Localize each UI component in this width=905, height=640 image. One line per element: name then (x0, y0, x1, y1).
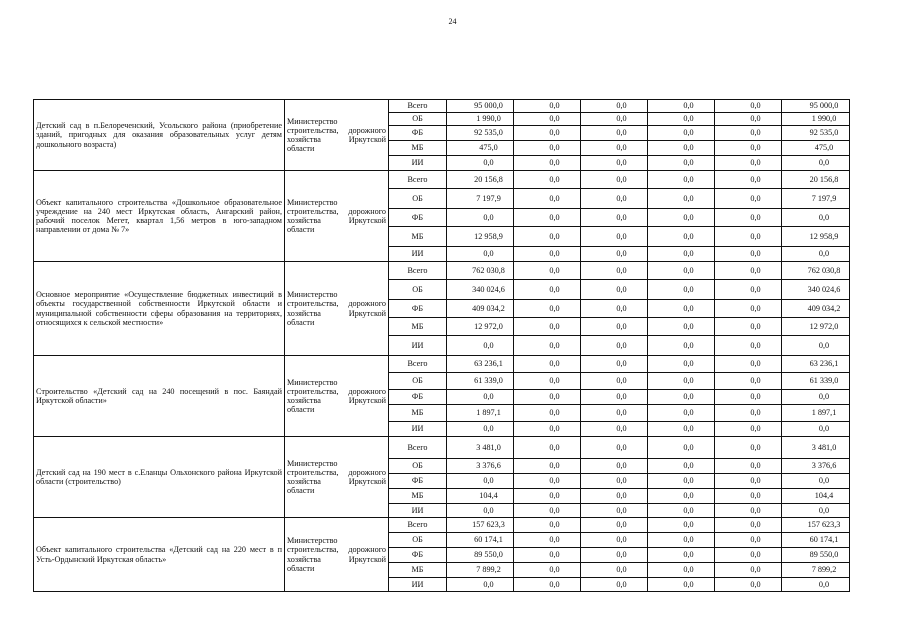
amount-cell: 0,0 (514, 390, 581, 405)
amount-cell: 0,0 (648, 100, 715, 113)
amount-cell: 0,0 (715, 533, 782, 548)
amount-cell: 0,0 (648, 405, 715, 422)
amount-cell: 0,0 (715, 548, 782, 563)
amount-cell: 0,0 (648, 336, 715, 356)
table-row (34, 356, 850, 373)
amount-cell: 61 339,0 (447, 373, 514, 390)
amount-cell: 0,0 (514, 474, 581, 489)
funding-source-cell: ОБ (389, 189, 447, 209)
amount-cell: 0,0 (715, 189, 782, 209)
funding-source-cell: ФБ (389, 548, 447, 563)
amount-cell: 0,0 (715, 356, 782, 373)
amount-cell: 0,0 (648, 280, 715, 300)
amount-cell: 0,0 (715, 318, 782, 336)
amount-cell: 0,0 (514, 113, 581, 126)
total-value-cell: 475,0 (782, 141, 850, 156)
amount-cell: 0,0 (715, 156, 782, 171)
table-body (34, 100, 850, 592)
amount-cell: 63 236,1 (447, 356, 514, 373)
total-value-cell: 1 897,1 (782, 405, 850, 422)
amount-cell: 0,0 (648, 209, 715, 227)
amount-cell: 0,0 (715, 563, 782, 578)
amount-cell: 0,0 (514, 126, 581, 141)
total-value-cell: 7 197,9 (782, 189, 850, 209)
funding-source-cell: ФБ (389, 474, 447, 489)
total-value-cell: 340 024,6 (782, 280, 850, 300)
amount-cell: 762 030,8 (447, 262, 514, 280)
amount-cell: 0,0 (581, 437, 648, 459)
amount-cell: 0,0 (648, 533, 715, 548)
funding-source-cell: МБ (389, 405, 447, 422)
amount-cell: 0,0 (648, 318, 715, 336)
total-value-cell: 0,0 (782, 504, 850, 518)
amount-cell: 0,0 (514, 437, 581, 459)
amount-cell: 0,0 (581, 100, 648, 113)
amount-cell: 0,0 (715, 474, 782, 489)
amount-cell: 0,0 (648, 578, 715, 592)
funding-source-cell: ИИ (389, 247, 447, 262)
funding-source-cell: ОБ (389, 113, 447, 126)
total-value-cell: 60 174,1 (782, 533, 850, 548)
total-value-cell: 0,0 (782, 422, 850, 437)
amount-cell: 0,0 (581, 563, 648, 578)
amount-cell: 475,0 (447, 141, 514, 156)
amount-cell: 7 197,9 (447, 189, 514, 209)
amount-cell: 0,0 (581, 474, 648, 489)
amount-cell: 0,0 (715, 209, 782, 227)
table-row (34, 518, 850, 533)
table-row (34, 171, 850, 189)
amount-cell: 0,0 (581, 356, 648, 373)
funding-source-cell: ОБ (389, 459, 447, 474)
amount-cell: 0,0 (581, 373, 648, 390)
amount-cell: 0,0 (715, 518, 782, 533)
amount-cell: 1 990,0 (447, 113, 514, 126)
total-value-cell: 95 000,0 (782, 100, 850, 113)
funding-source-cell: МБ (389, 563, 447, 578)
amount-cell: 0,0 (514, 141, 581, 156)
amount-cell: 0,0 (715, 262, 782, 280)
funding-source-cell: ИИ (389, 578, 447, 592)
total-value-cell: 0,0 (782, 390, 850, 405)
funding-source-cell: ОБ (389, 533, 447, 548)
amount-cell: 157 623,3 (447, 518, 514, 533)
funding-source-cell: МБ (389, 227, 447, 247)
amount-cell: 95 000,0 (447, 100, 514, 113)
amount-cell: 0,0 (514, 171, 581, 189)
amount-cell: 0,0 (514, 262, 581, 280)
total-value-cell: 0,0 (782, 247, 850, 262)
funding-source-cell: Всего (389, 437, 447, 459)
amount-cell: 0,0 (447, 474, 514, 489)
amount-cell: 0,0 (514, 489, 581, 504)
amount-cell: 12 972,0 (447, 318, 514, 336)
amount-cell: 0,0 (648, 262, 715, 280)
funding-source-cell: ФБ (389, 209, 447, 227)
amount-cell: 0,0 (514, 247, 581, 262)
amount-cell: 0,0 (715, 373, 782, 390)
amount-cell: 0,0 (514, 209, 581, 227)
amount-cell: 0,0 (715, 247, 782, 262)
total-value-cell: 20 156,8 (782, 171, 850, 189)
table-row (34, 437, 850, 459)
amount-cell: 0,0 (648, 548, 715, 563)
table-row (34, 262, 850, 280)
amount-cell: 0,0 (447, 504, 514, 518)
amount-cell: 0,0 (447, 390, 514, 405)
amount-cell: 0,0 (715, 459, 782, 474)
amount-cell: 0,0 (514, 227, 581, 247)
total-value-cell: 0,0 (782, 209, 850, 227)
amount-cell: 0,0 (514, 578, 581, 592)
amount-cell: 0,0 (715, 171, 782, 189)
responsible-org-cell: Министерство строительства, дорожного хозяйства Иркутской области (285, 100, 389, 171)
object-name-cell: Объект капитального строительства «Детский сад на 220 мест в п Усть-Ордынский Иркутская область» (34, 518, 285, 592)
amount-cell: 0,0 (581, 336, 648, 356)
amount-cell: 0,0 (581, 390, 648, 405)
amount-cell: 0,0 (581, 227, 648, 247)
funding-source-cell: ОБ (389, 280, 447, 300)
amount-cell: 0,0 (648, 189, 715, 209)
funding-source-cell: Всего (389, 356, 447, 373)
total-value-cell: 157 623,3 (782, 518, 850, 533)
funding-source-cell: ИИ (389, 422, 447, 437)
amount-cell: 0,0 (581, 518, 648, 533)
amount-cell: 89 550,0 (447, 548, 514, 563)
total-value-cell: 92 535,0 (782, 126, 850, 141)
funding-source-cell: ФБ (389, 126, 447, 141)
amount-cell: 3 481,0 (447, 437, 514, 459)
amount-cell: 0,0 (648, 489, 715, 504)
amount-cell: 104,4 (447, 489, 514, 504)
funding-source-cell: МБ (389, 141, 447, 156)
funding-source-cell: Всего (389, 518, 447, 533)
amount-cell: 0,0 (514, 300, 581, 318)
amount-cell: 0,0 (715, 113, 782, 126)
amount-cell: 60 174,1 (447, 533, 514, 548)
amount-cell: 0,0 (715, 422, 782, 437)
funding-source-cell: ИИ (389, 156, 447, 171)
amount-cell: 0,0 (715, 141, 782, 156)
responsible-org-cell: Министерство строительства, дорожного хозяйства Иркутской области (285, 171, 389, 262)
amount-cell: 0,0 (715, 405, 782, 422)
amount-cell: 0,0 (648, 247, 715, 262)
amount-cell: 0,0 (648, 474, 715, 489)
amount-cell: 0,0 (581, 113, 648, 126)
total-value-cell: 61 339,0 (782, 373, 850, 390)
amount-cell: 0,0 (447, 336, 514, 356)
amount-cell: 7 899,2 (447, 563, 514, 578)
amount-cell: 0,0 (447, 209, 514, 227)
amount-cell: 0,0 (514, 156, 581, 171)
amount-cell: 0,0 (581, 422, 648, 437)
total-value-cell: 104,4 (782, 489, 850, 504)
amount-cell: 0,0 (715, 489, 782, 504)
amount-cell: 0,0 (581, 156, 648, 171)
total-value-cell: 12 958,9 (782, 227, 850, 247)
amount-cell: 0,0 (715, 126, 782, 141)
amount-cell: 0,0 (581, 405, 648, 422)
funding-source-cell: ОБ (389, 373, 447, 390)
amount-cell: 0,0 (514, 563, 581, 578)
funding-source-cell: Всего (389, 262, 447, 280)
amount-cell: 0,0 (648, 227, 715, 247)
responsible-org-cell: Министерство строительства, дорожного хозяйства Иркутской области (285, 356, 389, 437)
amount-cell: 3 376,6 (447, 459, 514, 474)
amount-cell: 0,0 (715, 390, 782, 405)
amount-cell: 0,0 (514, 100, 581, 113)
amount-cell: 0,0 (581, 126, 648, 141)
total-value-cell: 0,0 (782, 336, 850, 356)
funding-source-cell: МБ (389, 489, 447, 504)
amount-cell: 0,0 (514, 504, 581, 518)
amount-cell: 0,0 (648, 518, 715, 533)
amount-cell: 0,0 (648, 390, 715, 405)
amount-cell: 0,0 (581, 262, 648, 280)
amount-cell: 0,0 (648, 300, 715, 318)
amount-cell: 0,0 (581, 300, 648, 318)
amount-cell: 0,0 (447, 247, 514, 262)
budget-table (33, 99, 850, 592)
amount-cell: 0,0 (715, 227, 782, 247)
amount-cell: 0,0 (581, 318, 648, 336)
amount-cell: 0,0 (581, 171, 648, 189)
amount-cell: 20 156,8 (447, 171, 514, 189)
amount-cell: 0,0 (715, 100, 782, 113)
funding-source-cell: ИИ (389, 504, 447, 518)
total-value-cell: 409 034,2 (782, 300, 850, 318)
responsible-org-cell: Министерство строительства, дорожного хозяйства Иркутской области (285, 518, 389, 592)
amount-cell: 0,0 (581, 578, 648, 592)
total-value-cell: 7 899,2 (782, 563, 850, 578)
amount-cell: 0,0 (648, 563, 715, 578)
amount-cell: 0,0 (715, 578, 782, 592)
funding-source-cell: ФБ (389, 300, 447, 318)
amount-cell: 409 034,2 (447, 300, 514, 318)
object-name-cell: Строительство «Детский сад на 240 посещений в пос. Баяндай Иркутской области» (34, 356, 285, 437)
funding-source-cell: МБ (389, 318, 447, 336)
amount-cell: 0,0 (648, 422, 715, 437)
total-value-cell: 0,0 (782, 578, 850, 592)
amount-cell: 0,0 (447, 156, 514, 171)
total-value-cell: 89 550,0 (782, 548, 850, 563)
amount-cell: 0,0 (715, 504, 782, 518)
amount-cell: 0,0 (581, 533, 648, 548)
object-name-cell: Объект капитального строительства «Дошкольное образовательное учреждение на 240 мест Иркутская область, Ангарский район, рабочий поселок Мегет, квартал 1,56 метров в юго-западном направлении от дома № 7» (34, 171, 285, 262)
amount-cell: 0,0 (581, 209, 648, 227)
amount-cell: 0,0 (715, 437, 782, 459)
responsible-org-cell: Министерство строительства, дорожного хозяйства Иркутской области (285, 437, 389, 518)
amount-cell: 0,0 (514, 280, 581, 300)
object-name-cell: Детский сад в п.Белореченский, Усольского района (приобретение зданий, пригодных для оказания образовательных услуг детям дошкольного возраста) (34, 100, 285, 171)
total-value-cell: 63 236,1 (782, 356, 850, 373)
amount-cell: 0,0 (715, 336, 782, 356)
total-value-cell: 3 376,6 (782, 459, 850, 474)
amount-cell: 1 897,1 (447, 405, 514, 422)
amount-cell: 0,0 (447, 422, 514, 437)
amount-cell: 0,0 (581, 489, 648, 504)
amount-cell: 0,0 (514, 518, 581, 533)
amount-cell: 0,0 (581, 189, 648, 209)
page-number: 24 (448, 17, 457, 26)
amount-cell: 0,0 (514, 356, 581, 373)
responsible-org-cell: Министерство строительства, дорожного хозяйства Иркутской области (285, 262, 389, 356)
amount-cell: 0,0 (581, 247, 648, 262)
amount-cell: 0,0 (648, 437, 715, 459)
amount-cell: 0,0 (581, 459, 648, 474)
total-value-cell: 762 030,8 (782, 262, 850, 280)
amount-cell: 0,0 (514, 336, 581, 356)
amount-cell: 0,0 (514, 189, 581, 209)
funding-source-cell: ИИ (389, 336, 447, 356)
amount-cell: 0,0 (581, 280, 648, 300)
amount-cell: 0,0 (648, 156, 715, 171)
amount-cell: 0,0 (715, 280, 782, 300)
amount-cell: 92 535,0 (447, 126, 514, 141)
total-value-cell: 3 481,0 (782, 437, 850, 459)
amount-cell: 0,0 (648, 373, 715, 390)
amount-cell: 340 024,6 (447, 280, 514, 300)
amount-cell: 0,0 (514, 405, 581, 422)
total-value-cell: 0,0 (782, 474, 850, 489)
amount-cell: 0,0 (514, 548, 581, 563)
table-row (34, 100, 850, 113)
amount-cell: 0,0 (514, 459, 581, 474)
amount-cell: 0,0 (648, 459, 715, 474)
amount-cell: 0,0 (715, 300, 782, 318)
amount-cell: 0,0 (581, 504, 648, 518)
amount-cell: 0,0 (648, 113, 715, 126)
amount-cell: 0,0 (514, 533, 581, 548)
total-value-cell: 12 972,0 (782, 318, 850, 336)
amount-cell: 0,0 (648, 504, 715, 518)
amount-cell: 12 958,9 (447, 227, 514, 247)
funding-source-cell: Всего (389, 100, 447, 113)
amount-cell: 0,0 (514, 373, 581, 390)
amount-cell: 0,0 (648, 356, 715, 373)
amount-cell: 0,0 (581, 548, 648, 563)
amount-cell: 0,0 (447, 578, 514, 592)
amount-cell: 0,0 (648, 141, 715, 156)
amount-cell: 0,0 (648, 171, 715, 189)
amount-cell: 0,0 (514, 422, 581, 437)
funding-source-cell: Всего (389, 171, 447, 189)
total-value-cell: 0,0 (782, 156, 850, 171)
object-name-cell: Детский сад на 190 мест в с.Еланцы Ольхонского района Иркутской области (строительство) (34, 437, 285, 518)
funding-source-cell: ФБ (389, 390, 447, 405)
object-name-cell: Основное мероприятие «Осуществление бюджетных инвестиций в объекты государственной собственности Иркутской области и муниципальной собственности сферы образования на территориях, относящихся к сельской местности» (34, 262, 285, 356)
amount-cell: 0,0 (581, 141, 648, 156)
amount-cell: 0,0 (514, 318, 581, 336)
amount-cell: 0,0 (648, 126, 715, 141)
total-value-cell: 1 990,0 (782, 113, 850, 126)
